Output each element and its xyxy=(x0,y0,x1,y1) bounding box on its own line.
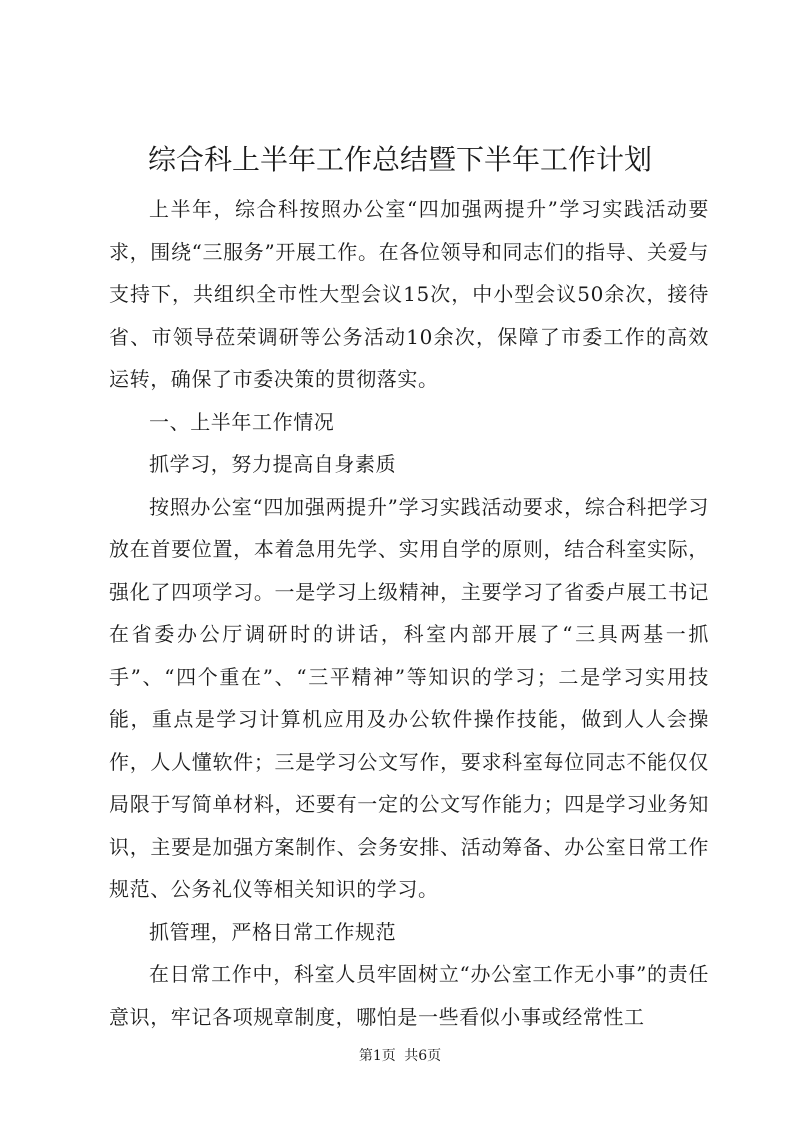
subheading-study: 抓学习，努力提高自身素质 xyxy=(149,452,397,476)
page-number: 第1页 xyxy=(358,1048,396,1064)
section-heading: 一、上半年工作情况 xyxy=(149,409,335,434)
page-total: 共6页 xyxy=(404,1048,442,1064)
paragraph-intro: 上半年，综合科按照办公室“四加强两提升”学习实践活动要求，围绕“三服务”开展工作。在各位领导和同志们的指导、关爱与支持下，共组织全市性大型会议15次，中小型会议50余次，接待省、市领导莅荣调研等公务活动10余次，保障了市委工作的高效运转，确保了市委决策的贯彻落实。 xyxy=(109,197,709,391)
paragraph-management: 在日常工作中，科室人员牢固树立“办公室工作无小事”的责任意识，牢记各项规章制度，哪怕是一些看似小事或经常性工 xyxy=(109,962,709,1029)
document-body xyxy=(109,188,709,1038)
page-footer xyxy=(0,1046,800,1066)
subheading-management: 抓管理，严格日常工作规范 xyxy=(149,919,397,944)
document-title: 综合科上半年工作总结暨下半年工作计划 xyxy=(147,143,652,176)
paragraph-study: 按照办公室“四加强两提升”学习实践活动要求，综合科把学习放在首要位置，本着急用先学、实用自学的原则，结合科室实际，强化了四项学习。一是学习上级精神，主要学习了省委卢展工书记在省委办公厅调研时的讲话，科室内部开展了“三具两基一抓手”、“四个重在”、“三平精神”等知识的学习；二是学习实用技能，重点是学习计算机应用及办公软件操作技能，做到人人会操作，人人懂软件；三是学习公文写作，要求科室每位同志不能仅仅局限于写简单材料，还要有一定的公文写作能力；四是学习业务知识，主要是加强方案制作、会务安排、活动筹备、办公室日常工作规范、公务礼仪等相关知识的学习。 xyxy=(109,494,709,901)
